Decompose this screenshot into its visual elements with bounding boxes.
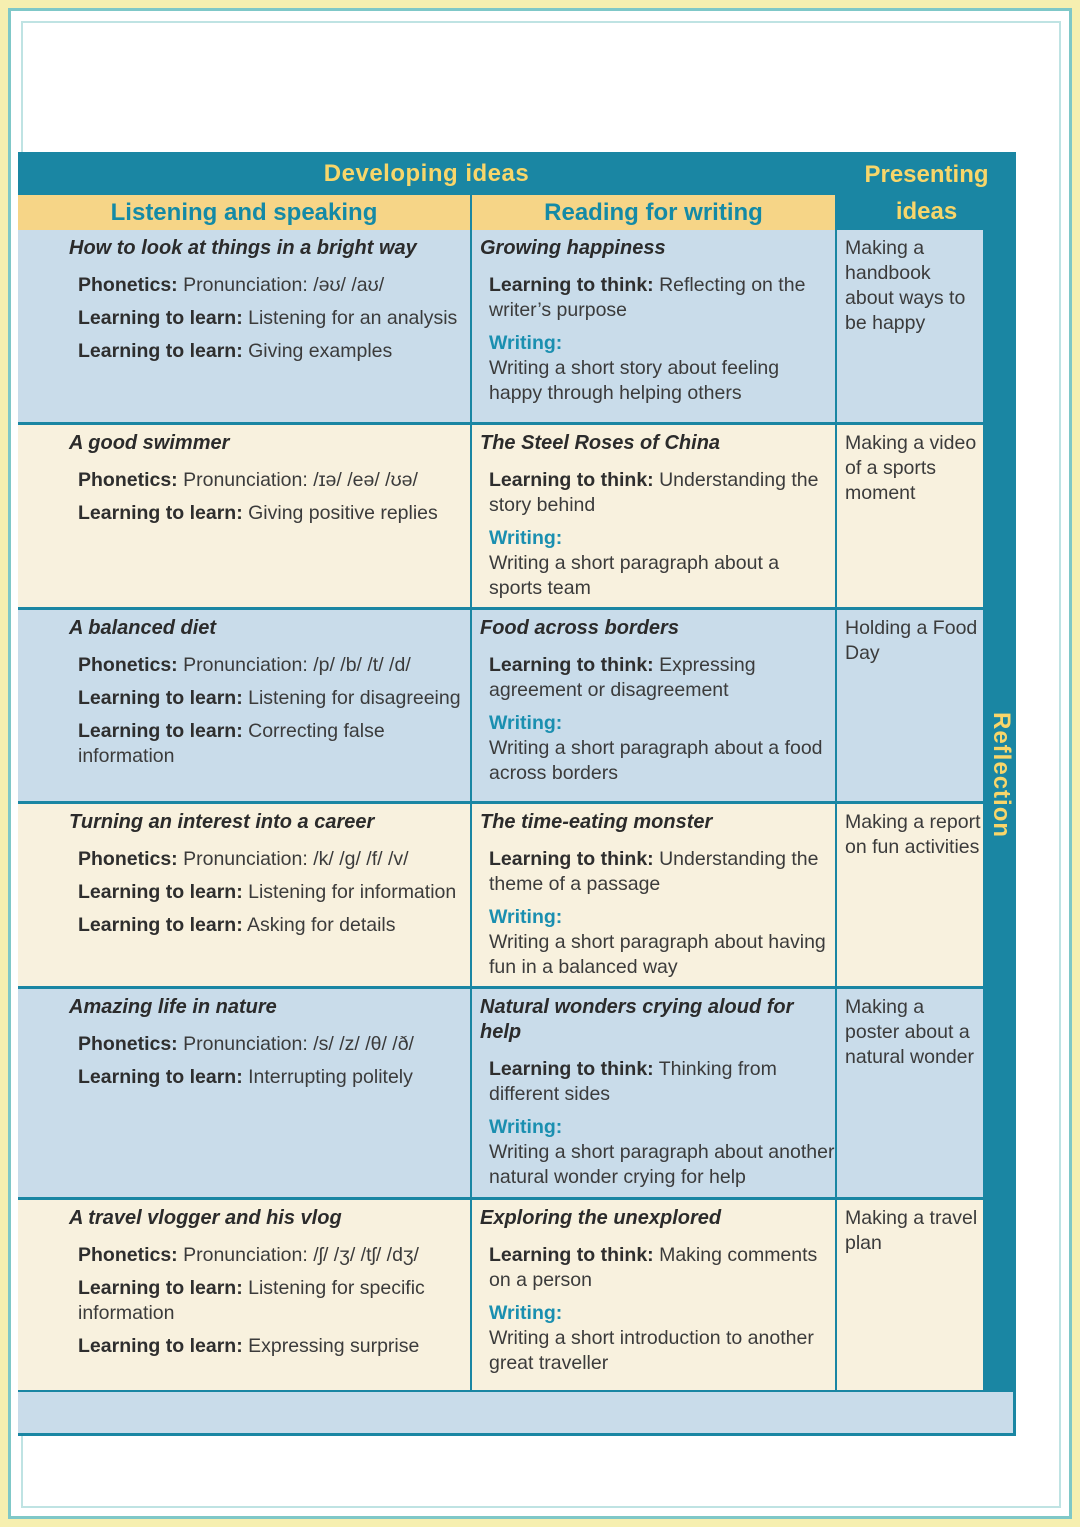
presenting-text: Making a report on fun activities	[845, 811, 981, 858]
presenting-text: Making a handbook about ways to be happy	[845, 237, 966, 334]
presenting-cell	[837, 230, 983, 422]
writing-text: Writing a short introduction to another great traveller	[489, 1327, 814, 1374]
writing-label: Writing:	[489, 1116, 563, 1138]
reading-title: Food across borders	[480, 617, 679, 639]
ls-line: Learning to learn: Asking for details	[78, 914, 396, 936]
listening-title: Turning an interest into a career	[69, 811, 375, 833]
reading-writing-header: Reading for writing	[472, 195, 835, 230]
ls-line: Phonetics: Pronunciation: /s/ /z/ /θ/ /ð/	[78, 1033, 414, 1055]
presenting-text: Making a travel plan	[845, 1207, 978, 1254]
listening-cell	[18, 1200, 470, 1390]
unit-row-4	[18, 804, 983, 986]
listening-title: A good swimmer	[69, 432, 230, 454]
listening-cell	[18, 804, 470, 986]
writing-text: Writing a short paragraph about a food across borders	[489, 737, 823, 784]
developing-ideas-header: Developing ideas	[323, 159, 530, 187]
reading-title: The time-eating monster	[480, 811, 713, 833]
ls-line: Phonetics: Pronunciation: /ɪə/ /eə/ /ʊə/	[78, 469, 418, 491]
unit-row-3	[18, 610, 983, 801]
ls-line: Learning to learn: Listening for an analysis	[78, 307, 458, 329]
presenting-ideas-header	[837, 152, 1016, 230]
reflection-label	[985, 712, 1015, 772]
reading-title: Natural wonders crying aloud for help	[480, 996, 794, 1043]
writing-label: Writing:	[489, 906, 563, 928]
writing-text: Writing a short paragraph about a sports team	[489, 552, 780, 599]
presenting-header-line2: ideas	[895, 198, 958, 225]
reading-cell	[472, 1200, 835, 1390]
ls-line: Phonetics: Pronunciation: /ʃ/ /ʒ/ /tʃ/ /dʒ/	[78, 1244, 419, 1266]
writing-text: Writing a short paragraph about having fun in a balanced way	[489, 931, 826, 978]
presenting-cell	[837, 989, 983, 1197]
unit-row-5	[18, 989, 983, 1197]
reading-title: Growing happiness	[480, 237, 666, 259]
bottom-strip	[18, 1392, 1013, 1433]
think-line: Learning to think: Reflecting on the writer’s purpose	[489, 274, 806, 321]
presenting-cell	[837, 1200, 983, 1390]
presenting-text: Holding a Food Day	[845, 617, 978, 664]
listening-title: How to look at things in a bright way	[69, 237, 417, 259]
reading-cell	[472, 610, 835, 801]
listening-title: Amazing life in nature	[69, 996, 277, 1018]
writing-label: Writing:	[489, 527, 563, 549]
ls-line: Phonetics: Pronunciation: /əʊ/ /aʊ/	[78, 274, 385, 296]
reading-cell	[472, 989, 835, 1197]
ls-line: Phonetics: Pronunciation: /p/ /b/ /t/ /d/	[78, 654, 411, 676]
ls-line: Learning to learn: Listening for specific information	[78, 1277, 425, 1324]
listening-speaking-header: Listening and speaking	[18, 195, 470, 230]
listening-title: A balanced diet	[69, 617, 217, 639]
reading-cell	[472, 425, 835, 607]
unit-row-2	[18, 425, 983, 607]
writing-label: Writing:	[489, 712, 563, 734]
ls-line: Phonetics: Pronunciation: /k/ /g/ /f/ /v/	[78, 848, 409, 870]
listening-cell	[18, 230, 470, 422]
think-line: Learning to think: Making comments on a person	[489, 1244, 818, 1291]
column-divider	[835, 195, 837, 1390]
writing-label: Writing:	[489, 332, 563, 354]
presenting-cell	[837, 804, 983, 986]
writing-text: Writing a short paragraph about another natural wonder crying for help	[489, 1141, 835, 1188]
reading-title: Exploring the unexplored	[480, 1207, 722, 1229]
ls-line: Learning to learn: Listening for disagreeing	[78, 687, 461, 709]
unit-row-1	[18, 230, 983, 422]
contents-table	[18, 152, 1016, 1436]
reading-title: The Steel Roses of China	[480, 432, 721, 454]
presenting-header-line1: Presenting	[864, 161, 989, 188]
ls-line: Learning to learn: Giving positive replies	[78, 502, 438, 524]
presenting-text: Making a poster about a natural wonder	[845, 996, 974, 1068]
listening-cell	[18, 989, 470, 1197]
writing-text: Writing a short story about feeling happy through helping others	[489, 357, 780, 404]
presenting-text: Making a video of a sports moment	[845, 432, 977, 504]
think-line: Learning to think: Expressing agreement or disagreement	[489, 654, 756, 701]
column-divider	[470, 195, 472, 1390]
reading-cell	[472, 804, 835, 986]
listening-title: A travel vlogger and his vlog	[69, 1207, 342, 1229]
presenting-cell	[837, 425, 983, 607]
ls-line: Learning to learn: Listening for information	[78, 881, 457, 903]
writing-label: Writing:	[489, 1302, 563, 1324]
listening-cell	[18, 425, 470, 607]
presenting-cell	[837, 610, 983, 801]
ls-line: Learning to learn: Interrupting politely	[78, 1066, 413, 1088]
ls-line: Learning to learn: Correcting false information	[78, 720, 385, 767]
reading-cell	[472, 230, 835, 422]
think-line: Learning to think: Thinking from different sides	[489, 1058, 777, 1105]
unit-row-6	[18, 1200, 983, 1390]
think-line: Learning to think: Understanding the theme of a passage	[489, 848, 819, 895]
listening-cell	[18, 610, 470, 801]
ls-line: Learning to learn: Giving examples	[78, 340, 393, 362]
think-line: Learning to think: Understanding the story behind	[489, 469, 819, 516]
ls-line: Learning to learn: Expressing surprise	[78, 1335, 420, 1357]
